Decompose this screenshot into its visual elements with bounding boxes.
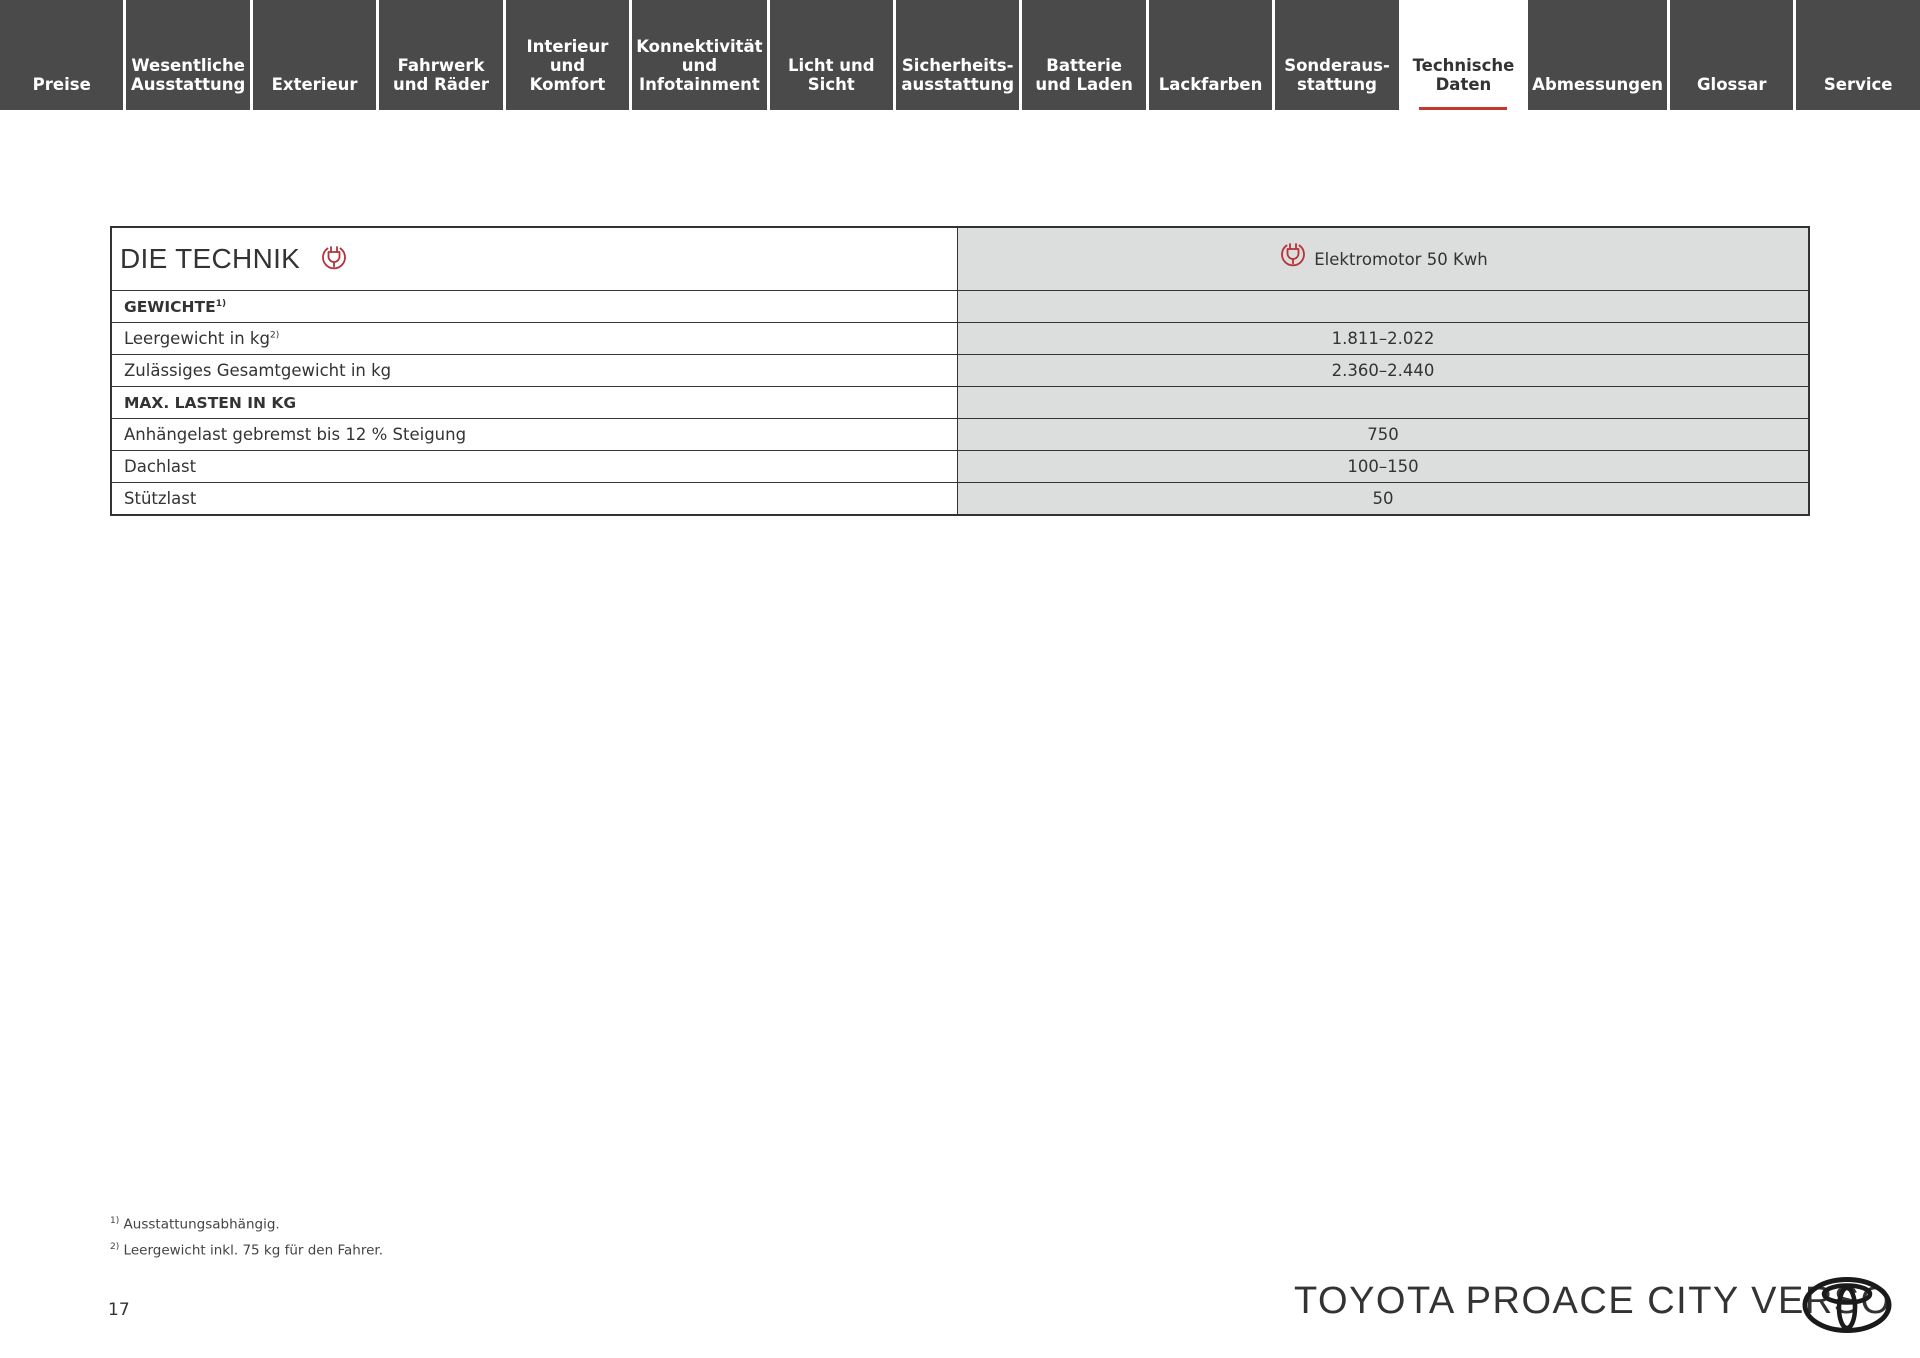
footnotes — [110, 1210, 383, 1261]
row-label — [111, 323, 958, 355]
tab-technische-daten[interactable] — [1402, 0, 1525, 110]
table-header-row — [111, 227, 1809, 291]
electric-plug-icon — [319, 242, 349, 276]
tab-lackfarben[interactable]: Lackfarben — [1149, 0, 1272, 110]
footnote-text: Ausstattungsabhängig. — [123, 1216, 280, 1233]
tab-sicherheitsausstattung[interactable]: Sicherheits- ausstattung — [896, 0, 1019, 110]
row-label: Anhängelast gebremst bis 12 % Steigung — [111, 419, 958, 451]
tab-sonderausstattung[interactable]: Sonderaus- stattung — [1275, 0, 1398, 110]
tab-abmessungen[interactable]: Abmessungen — [1528, 0, 1667, 110]
tab-konnektivitaet-und-infotainment[interactable]: Konnektivität und Infotainment — [632, 0, 766, 110]
toyota-logo — [1802, 1277, 1892, 1337]
table-row — [111, 323, 1809, 355]
row-value: 100–150 — [958, 451, 1810, 483]
section-row-loads — [111, 387, 1809, 419]
table-title-cell — [111, 227, 958, 291]
row-value: 50 — [958, 483, 1810, 516]
table-row — [111, 419, 1809, 451]
engine-header-wrap — [1278, 245, 1487, 273]
tab-batterie-und-laden[interactable]: Batterie und Laden — [1022, 0, 1145, 110]
page-number: 17 — [108, 1300, 130, 1320]
section-value-empty — [958, 291, 1810, 323]
row-label: Zulässiges Gesamtgewicht in kg — [111, 355, 958, 387]
top-navigation — [0, 0, 1920, 110]
footnote-text: Leergewicht inkl. 75 kg für den Fahrer. — [123, 1242, 383, 1258]
section-row-weights — [111, 291, 1809, 323]
row-value: 2.360–2.440 — [958, 355, 1810, 387]
engine-column-label: Elektromotor 50 Kwh — [1314, 249, 1488, 269]
tab-interieur-und-komfort[interactable]: Interieur und Komfort — [506, 0, 629, 110]
section-label-loads: MAX. LASTEN IN KG — [111, 387, 958, 419]
engine-column-header — [958, 227, 1810, 291]
row-label-text: Leergewicht in kg — [124, 329, 270, 348]
table-row — [111, 451, 1809, 483]
row-value: 750 — [958, 419, 1810, 451]
row-label: Dachlast — [111, 451, 958, 483]
section-label-weights — [111, 291, 958, 323]
brand-title: TOYOTA PROACE CITY VERSO — [1294, 1280, 1892, 1322]
tab-wesentliche-ausstattung[interactable]: Wesentliche Ausstattung — [126, 0, 249, 110]
tab-preise[interactable]: Preise — [0, 0, 123, 110]
tab-fahrwerk-und-raeder[interactable]: Fahrwerk und Räder — [379, 0, 502, 110]
tab-licht-und-sicht[interactable]: Licht und Sicht — [770, 0, 893, 110]
footnote-2 — [110, 1236, 383, 1262]
footnote-marker: 2) — [110, 1241, 120, 1252]
footnote-ref: 2) — [269, 330, 280, 341]
table-row — [111, 355, 1809, 387]
footnote-ref: 1) — [215, 298, 227, 309]
tab-technische-daten-label: Technische Daten — [1412, 56, 1515, 94]
tab-glossar[interactable]: Glossar — [1670, 0, 1793, 110]
tab-exterieur[interactable]: Exterieur — [253, 0, 376, 110]
footnote-marker: 1) — [110, 1216, 120, 1226]
section-value-empty — [958, 387, 1810, 419]
table-row — [111, 483, 1809, 516]
section-title: GEWICHTE — [124, 297, 216, 316]
technical-data-table — [110, 226, 1810, 516]
table-title: DIE TECHNIK — [120, 243, 301, 274]
row-value: 1.811–2.022 — [958, 323, 1810, 355]
tab-service[interactable]: Service — [1796, 0, 1919, 110]
electric-plug-icon — [1278, 239, 1308, 273]
footnote-1 — [110, 1210, 383, 1236]
row-label: Stützlast — [111, 483, 958, 516]
active-tab-underline — [1419, 107, 1507, 110]
